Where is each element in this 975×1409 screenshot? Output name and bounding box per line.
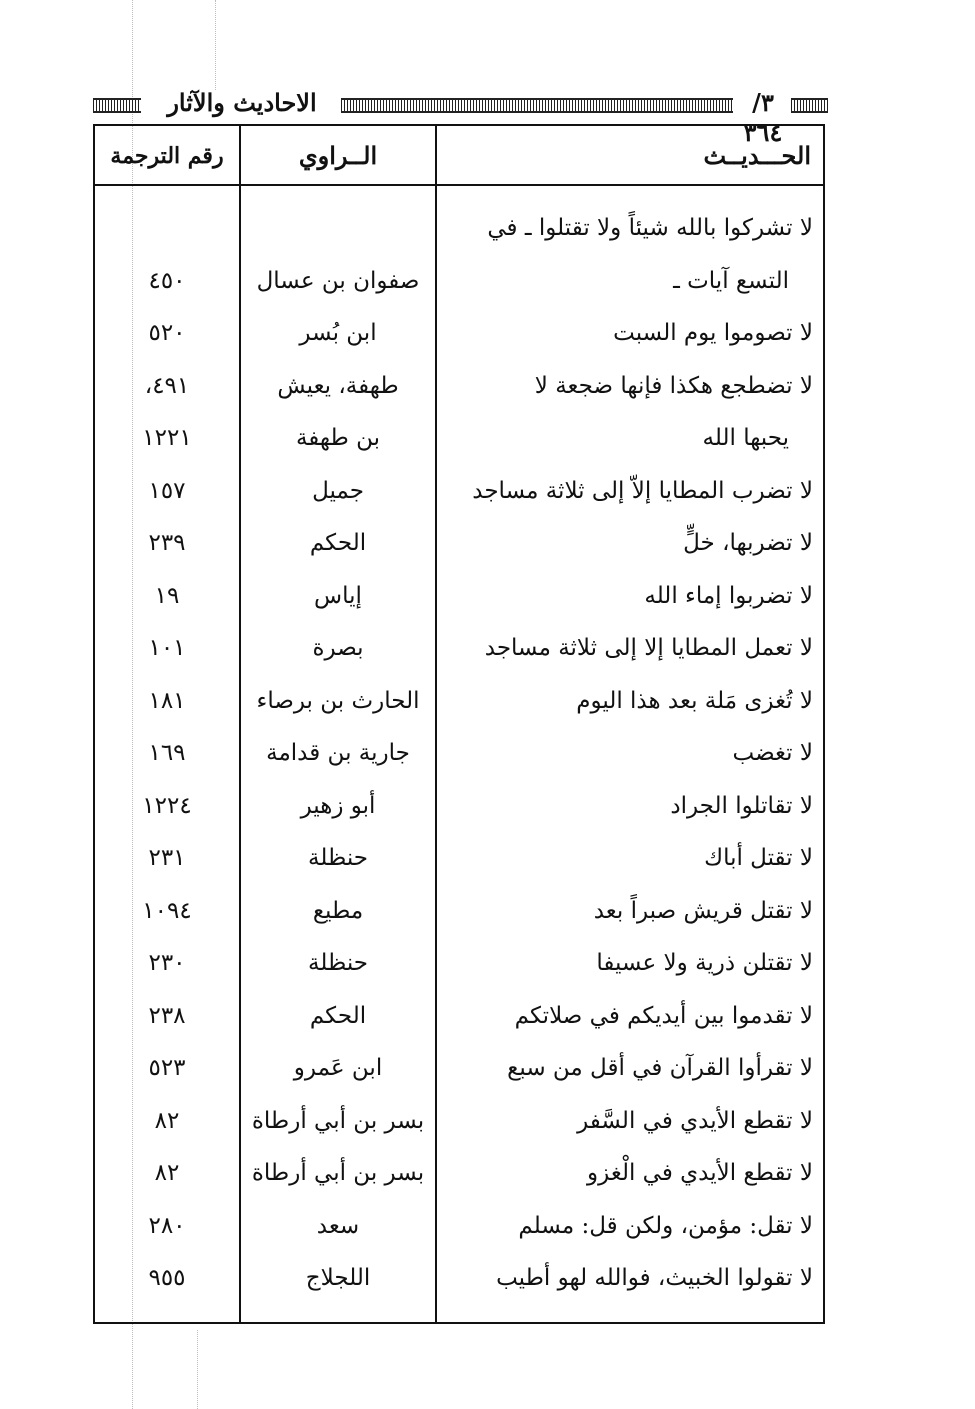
hadith-text: لا تقولوا الخبيث، فوالله لهو أطيب <box>496 1265 813 1291</box>
tarjama-number-cell <box>95 570 239 623</box>
table-row <box>95 1252 823 1305</box>
tarjama-number-cell <box>95 990 239 1043</box>
tarjama-number-cell <box>95 1252 239 1305</box>
tarjama-number-cell <box>95 622 239 675</box>
rawi-name: سعد <box>316 1212 360 1239</box>
rawi-cell <box>241 937 435 990</box>
tarjama-number-cell <box>95 1147 239 1200</box>
rawi-name: ابن عَمرو <box>293 1055 383 1081</box>
tarjama-number: ١٢٢٤ <box>142 792 192 819</box>
hadith-text-continuation: التسع آيات ـ <box>673 267 789 294</box>
hadith-cell <box>437 990 825 1043</box>
tarjama-number: ٨٢ <box>154 1107 180 1134</box>
page-number: ٣/ ٣٦٤ <box>743 88 783 147</box>
hadith-cell <box>437 1147 825 1200</box>
rawi-cell <box>241 360 435 465</box>
table-row <box>95 885 823 938</box>
tarjama-number-cell <box>95 1095 239 1148</box>
table-row <box>95 675 823 728</box>
tarjama-number-cell <box>95 937 239 990</box>
tarjama-number: ٢٣٨ <box>148 1002 186 1029</box>
rawi-cell <box>241 885 435 938</box>
tarjama-number-cell <box>95 832 239 885</box>
rawi-cell <box>241 517 435 570</box>
table-row <box>95 1200 823 1253</box>
tarjama-number: ١٠١ <box>148 635 186 661</box>
tarjama-number-cell <box>95 307 239 360</box>
column-header-tarjama-number: رقم الترجمة <box>110 143 224 169</box>
hadith-cell <box>437 780 825 833</box>
tarjama-number: ٥٢٣ <box>148 1055 186 1081</box>
hadith-text: لا تصوموا يوم السبت <box>613 320 813 346</box>
hadith-cell <box>437 1252 825 1305</box>
rawi-cell <box>241 1252 435 1305</box>
hadith-cell <box>437 1042 825 1095</box>
table-row <box>95 307 823 360</box>
rawi-name: حنظلة <box>308 845 368 871</box>
rawi-name: جارية بن قدامة <box>266 740 410 766</box>
hadith-cell <box>437 832 825 885</box>
rawi-name: جميل <box>312 477 364 504</box>
tarjama-number-continuation: ١٢٢١ <box>142 425 192 451</box>
rawi-name: حنظلة <box>308 950 368 976</box>
rawi-name: إياس <box>314 582 362 609</box>
tarjama-number-cell <box>95 202 239 307</box>
table-row <box>95 202 823 307</box>
page-header <box>93 88 828 147</box>
table-row <box>95 570 823 623</box>
hadith-text: لا تقطع الأيدي في الْغزو <box>587 1160 813 1186</box>
tarjama-number-cell <box>95 727 239 780</box>
hadith-text: لا تضطجع هكذا فإنها ضجعة لا <box>534 372 813 399</box>
tarjama-number-cell <box>95 360 239 465</box>
tarjama-number: ٢٣١ <box>148 845 186 871</box>
rawi-cell <box>241 675 435 728</box>
rawi-cell <box>241 1042 435 1095</box>
hadith-text: لا تغضب <box>732 740 813 766</box>
tarjama-number-cell <box>95 465 239 518</box>
hadith-cell <box>437 465 825 518</box>
rawi-name-continuation: صفوان بن عسال <box>256 267 420 294</box>
table-row <box>95 517 823 570</box>
column-header-hadith: الحـــديــث <box>703 141 811 170</box>
hadith-text: لا تضربوا إماء الله <box>644 582 813 609</box>
hadith-text: لا تعمل المطايا إلا إلى ثلاثة مساجد <box>484 635 813 661</box>
table-row <box>95 622 823 675</box>
hadith-text: لا تقل: مؤمن، ولكن قل: مسلم <box>518 1212 813 1239</box>
hadith-text: لا تشركوا بالله شيئاً ولا تقتلوا ـ في <box>487 215 813 241</box>
rawi-cell <box>241 990 435 1043</box>
table-row <box>95 937 823 990</box>
rawi-name-continuation: بن طهفة <box>295 425 381 451</box>
tarjama-number: ٩٥٥ <box>148 1265 186 1291</box>
rawi-cell <box>241 1095 435 1148</box>
rawi-name: الحكم <box>309 1002 367 1029</box>
tarjama-number-continuation: ٤٥٠ <box>148 267 186 294</box>
rawi-cell <box>241 465 435 518</box>
hadith-cell <box>437 885 825 938</box>
tarjama-number-cell <box>95 675 239 728</box>
tarjama-number <box>95 202 239 255</box>
rawi-cell <box>241 727 435 780</box>
rawi-cell <box>241 1147 435 1200</box>
header-ornament <box>791 98 828 113</box>
rawi-name <box>241 202 435 255</box>
hadith-text: لا تقاتلوا الجراد <box>670 792 813 819</box>
hadith-cell <box>437 360 825 465</box>
rawi-cell <box>241 1200 435 1253</box>
hadith-cell <box>437 622 825 675</box>
hadith-text: لا تقتل أباك <box>704 845 813 871</box>
hadith-text: لا تقرأوا القرآن في أقل من سبع <box>507 1055 813 1081</box>
hadith-text: لا تضرب المطايا إلاّ إلى ثلاثة مساجد <box>472 477 813 504</box>
tarjama-number: ٨٢ <box>154 1160 180 1186</box>
tarjama-number-cell <box>95 885 239 938</box>
header-ornament <box>93 98 141 113</box>
hadith-text-continuation: يحبها الله <box>702 425 789 451</box>
rawi-name: الحكم <box>309 530 367 556</box>
rawi-cell <box>241 570 435 623</box>
tarjama-number: ٤٩١، <box>144 372 190 399</box>
table-row <box>95 360 823 465</box>
table-row <box>95 1095 823 1148</box>
rawi-cell <box>241 832 435 885</box>
table-row <box>95 1147 823 1200</box>
tarjama-number: ١٥٧ <box>148 477 186 504</box>
tarjama-number-cell <box>95 780 239 833</box>
table-row <box>95 780 823 833</box>
header-ornament <box>341 98 733 113</box>
scan-artifact-line <box>215 0 216 90</box>
table-row <box>95 990 823 1043</box>
hadith-cell <box>437 570 825 623</box>
book-title: الاحاديث والآثار <box>167 88 317 117</box>
table-row <box>95 1042 823 1095</box>
rawi-cell <box>241 202 435 307</box>
table-body <box>95 202 823 1305</box>
hadith-text: لا تقطع الأيدي في السَّفر <box>577 1107 813 1134</box>
rawi-name: ابن بُسر <box>299 320 377 346</box>
rawi-name: بسر بن أبي أرطاة <box>251 1160 425 1186</box>
table-row <box>95 832 823 885</box>
tarjama-number: ١٠٩٤ <box>142 897 192 924</box>
table-row <box>95 727 823 780</box>
header-rule <box>95 184 823 186</box>
rawi-name: أبو زهير <box>300 792 376 819</box>
rawi-name: مطيع <box>312 897 364 924</box>
hadith-cell <box>437 727 825 780</box>
rawi-cell <box>241 307 435 360</box>
rawi-name: اللجلاج <box>305 1265 371 1291</box>
tarjama-number: ٥٢٠ <box>148 320 186 346</box>
hadith-text: لا تضربها، خلٍّ <box>683 530 813 556</box>
hadith-cell <box>437 1200 825 1253</box>
scan-artifact-line <box>197 1330 198 1409</box>
hadith-text: لا تقتل قريش صبراً بعد <box>593 897 813 924</box>
rawi-cell <box>241 622 435 675</box>
hadith-cell <box>437 675 825 728</box>
column-header-rawi: الــراوي <box>298 141 378 170</box>
hadith-text: لا تقتلن ذرية ولا عسيفا <box>596 950 813 976</box>
tarjama-number-cell <box>95 1200 239 1253</box>
tarjama-number: ٢٣٩ <box>148 530 186 556</box>
tarjama-number: ١٨١ <box>148 687 186 714</box>
hadith-text: لا تقدموا بين أيديكم في صلاتكم <box>514 1002 813 1029</box>
tarjama-number: ٢٨٠ <box>148 1212 186 1239</box>
rawi-cell <box>241 780 435 833</box>
rawi-name: الحارث بن برصاء <box>256 687 420 714</box>
hadith-cell <box>437 937 825 990</box>
index-table <box>93 124 825 1324</box>
hadith-cell <box>437 202 825 307</box>
tarjama-number-cell <box>95 1042 239 1095</box>
hadith-cell <box>437 307 825 360</box>
tarjama-number: ٢٣٠ <box>148 950 186 976</box>
rawi-name: بصرة <box>312 635 364 661</box>
tarjama-number: ١٦٩ <box>148 740 186 766</box>
rawi-name: طهفة، يعيش <box>277 372 399 399</box>
tarjama-number-cell <box>95 517 239 570</box>
hadith-text: لا تُغزى مَلة بعد هذا اليوم <box>576 687 813 714</box>
hadith-cell <box>437 517 825 570</box>
rawi-name: بسر بن أبي أرطاة <box>251 1107 425 1134</box>
table-row <box>95 465 823 518</box>
tarjama-number: ١٩ <box>154 582 180 609</box>
hadith-cell <box>437 1095 825 1148</box>
